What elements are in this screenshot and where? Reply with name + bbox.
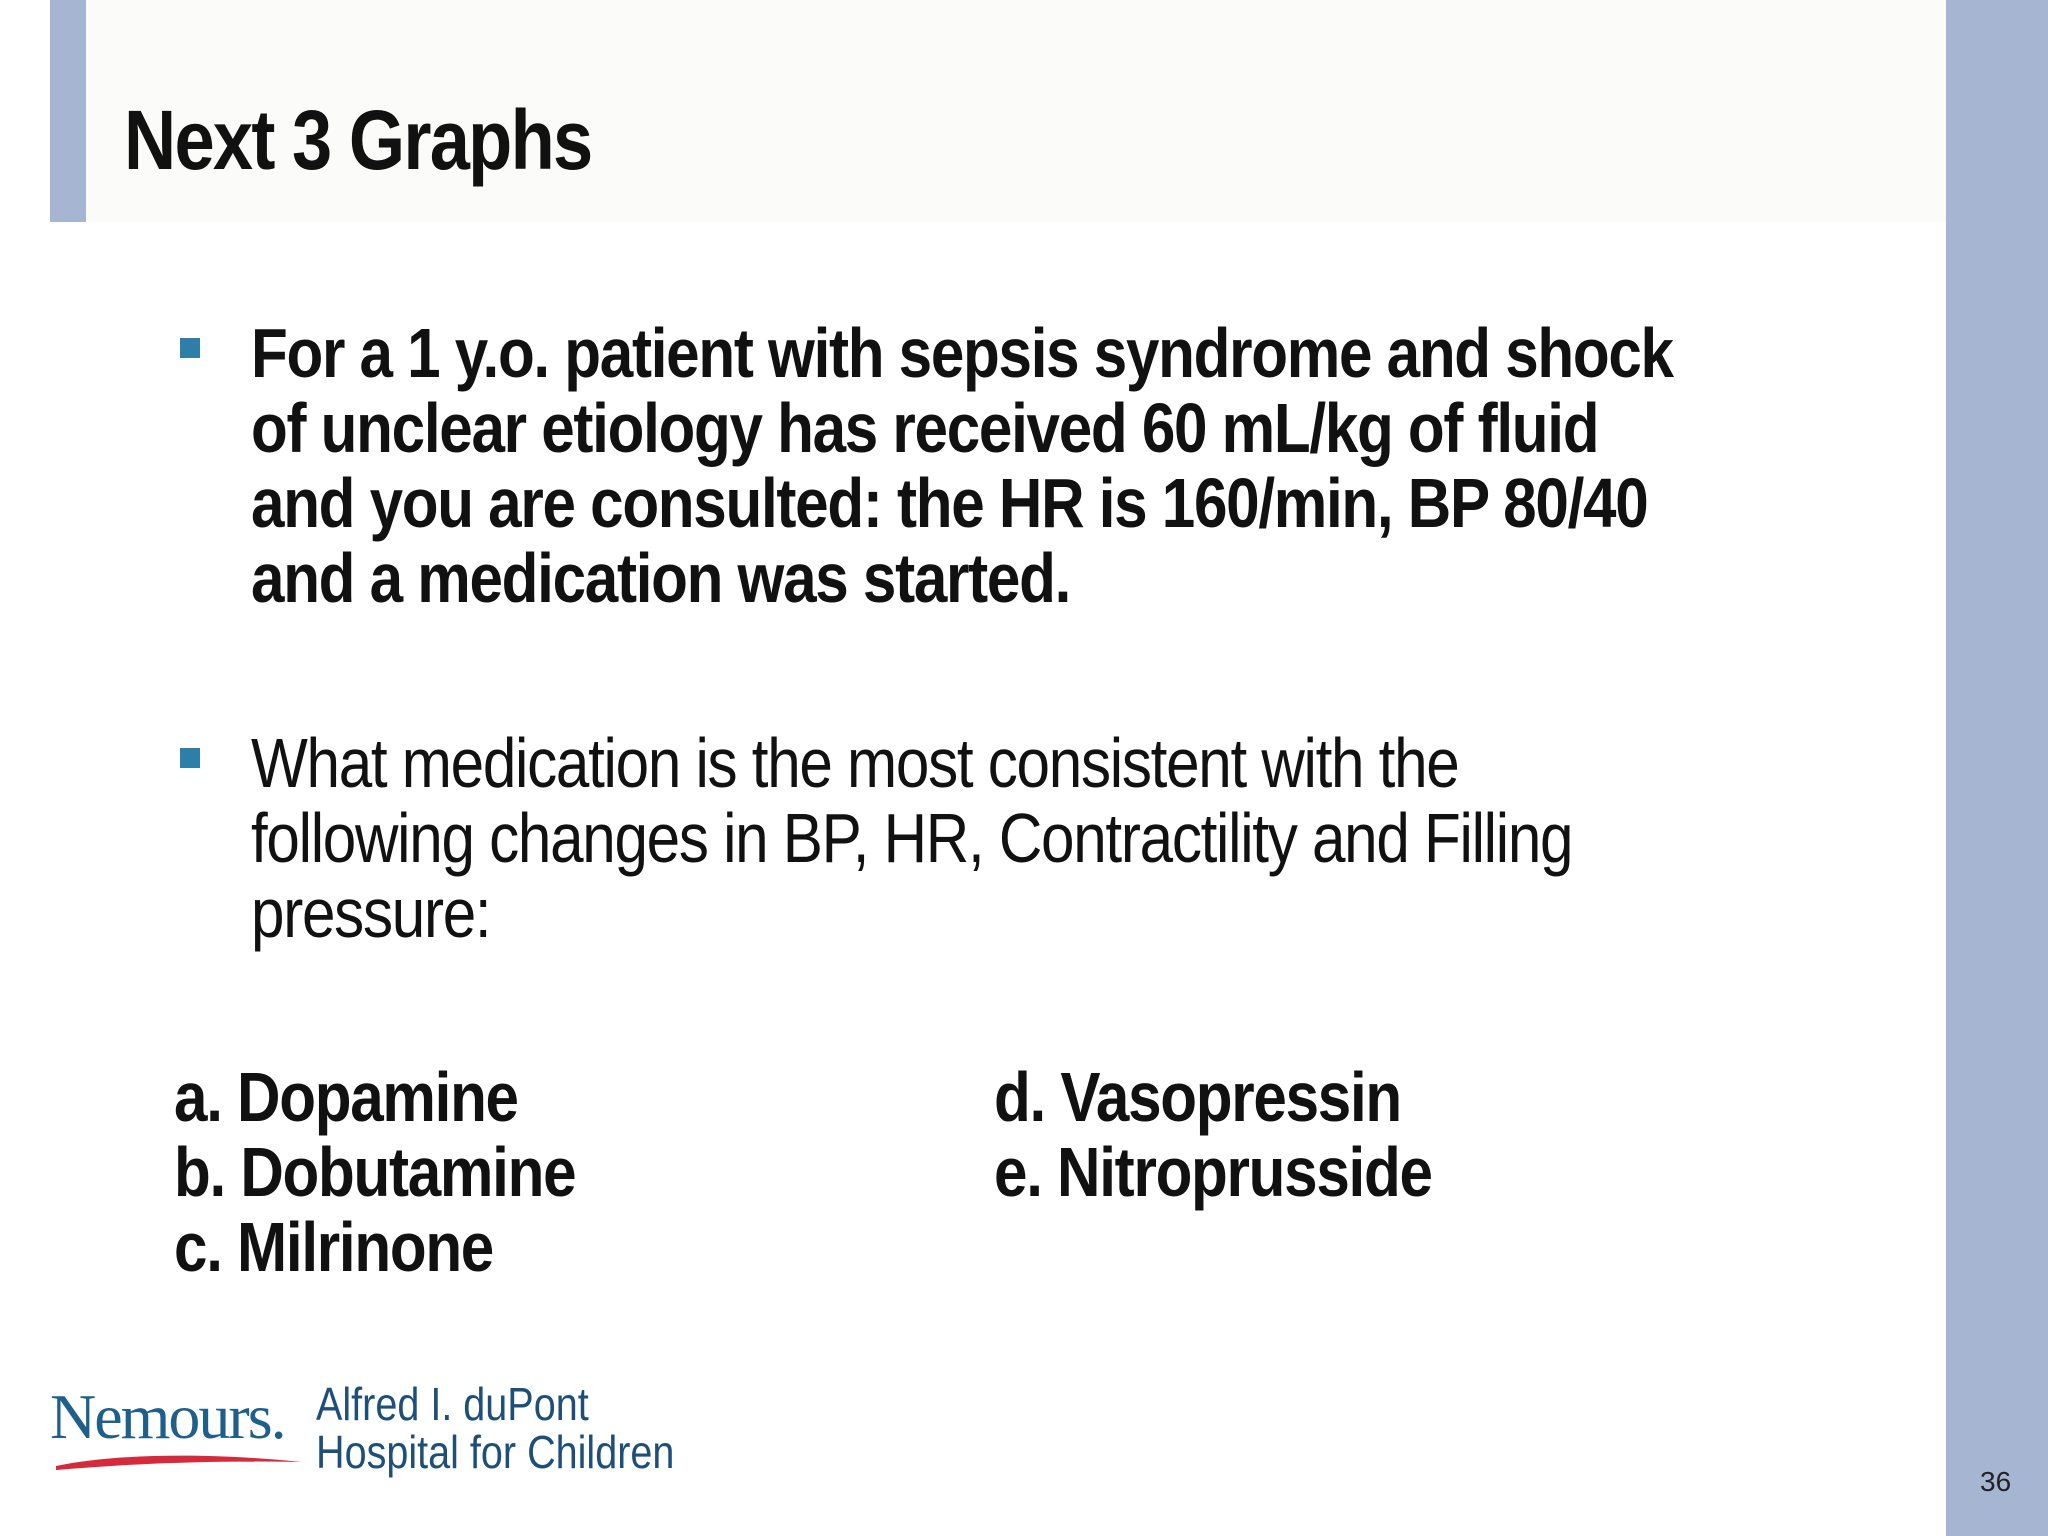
answer-option-c: c. Milrinone bbox=[174, 1208, 494, 1286]
logo-hospital-name bbox=[316, 1380, 674, 1476]
square-bullet-icon bbox=[180, 748, 200, 768]
title-accent-bar bbox=[50, 0, 86, 222]
right-accent-bar bbox=[1946, 0, 2048, 1536]
logo-hospital-line2: Hospital for Children bbox=[316, 1426, 675, 1478]
bullet-text-question: What medication is the most consistent with the following changes in BP, HR, Contractility and Filling pressure: bbox=[251, 724, 1573, 952]
slide-title: Next 3 Graphs bbox=[124, 93, 592, 187]
square-bullet-icon bbox=[180, 338, 200, 358]
answer-option-e: e. Nitroprusside bbox=[994, 1133, 1432, 1211]
answer-option-d: d. Vasopressin bbox=[994, 1058, 1401, 1136]
logo-hospital-line1: Alfred I. duPont bbox=[316, 1378, 589, 1430]
nemours-logo bbox=[50, 1380, 680, 1480]
logo-swoosh-icon bbox=[54, 1450, 304, 1474]
answer-list-right bbox=[994, 1060, 1432, 1210]
answer-list-left bbox=[174, 1060, 575, 1285]
answer-option-b: b. Dobutamine bbox=[174, 1133, 576, 1211]
page-number: 36 bbox=[1980, 1466, 2012, 1497]
answer-option-a: a. Dopamine bbox=[174, 1058, 518, 1136]
logo-brand-name: Nemours. bbox=[50, 1381, 285, 1452]
bullet-text-scenario: For a 1 y.o. patient with sepsis syndrome and shock of unclear etiology has received 60 mL/kg of fluid and you are consulted: the HR is 160/min, BP 80/40 and a medication was started. bbox=[251, 314, 1673, 617]
